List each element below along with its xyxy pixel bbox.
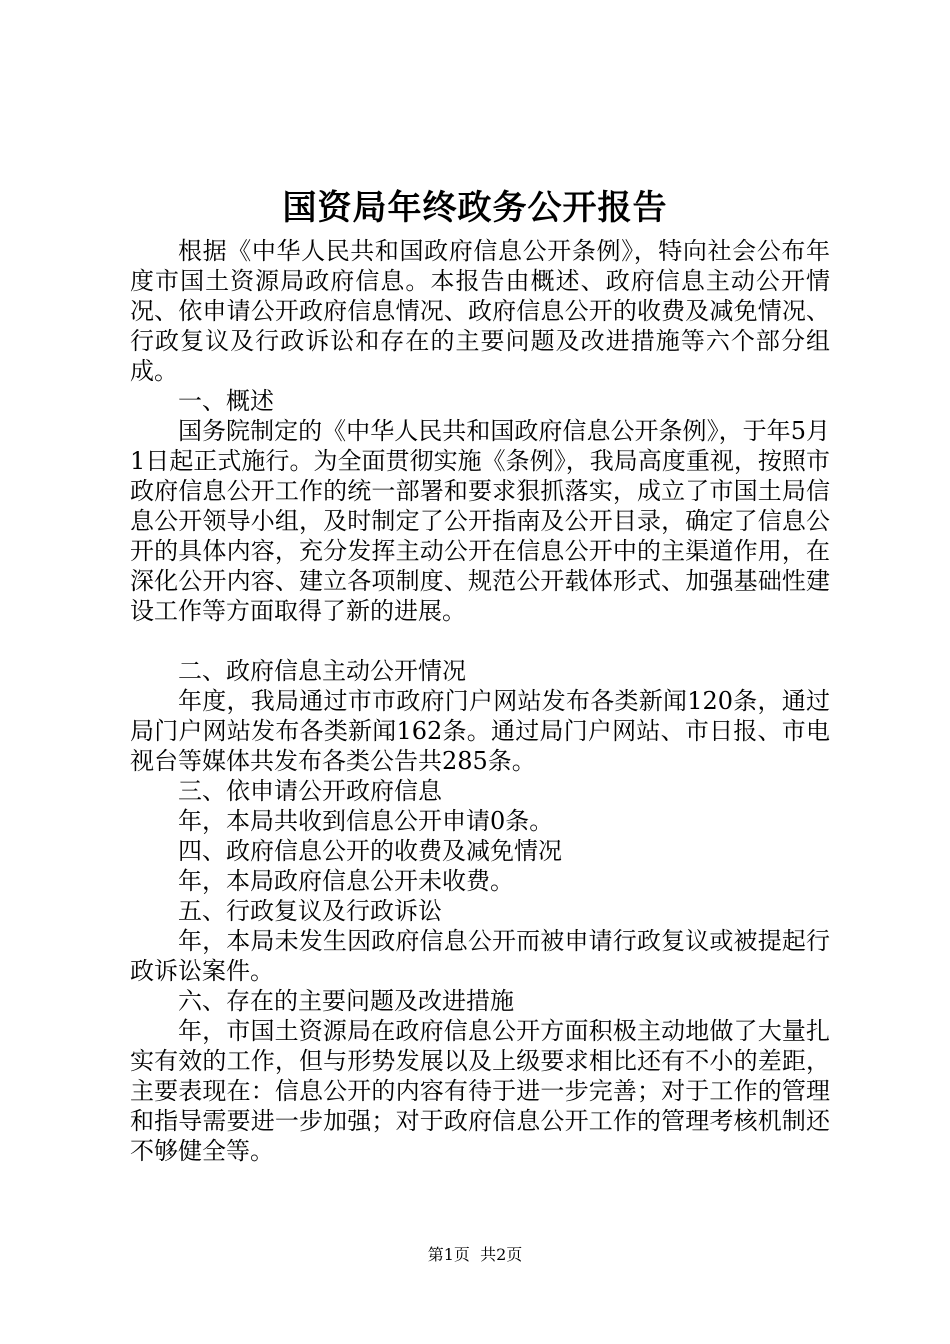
section-heading-active-disclosure: 二、政府信息主动公开情况 (178, 657, 466, 685)
active-disclosure-paragraph: 年度，我局通过市市政府门户网站发布各类新闻120条，通过局门户网站发布各类新闻162条。通过局门户网站、市日报、市电视台等媒体共发布各类公告共285条。 (130, 687, 830, 775)
page-total: 共2页 (480, 1245, 523, 1264)
section-heading-overview: 一、概述 (178, 387, 274, 415)
overview-paragraph: 国务院制定的《中华人民共和国政府信息公开条例》，于年5月1日起正式施行。为全面贯彻实施《条例》，我局高度重视，按照市政府信息公开工作的统一部署和要求狠抓落实，成立了市国土局信息公开领导小组，及时制定了公开指南及公开目录，确定了信息公开的具体内容，充分发挥主动公开在信息公开中的主渠道作用，在深化公开内容、建立各项制度、规范公开载体形式、加强基础性建设工作等方面取得了新的进展。 (130, 417, 830, 625)
section-heading-review-litigation: 五、行政复议及行政诉讼 (178, 897, 442, 925)
section-heading-fees: 四、政府信息公开的收费及减免情况 (178, 837, 562, 865)
page-number: 第1页 (427, 1245, 470, 1264)
section-heading-request-disclosure: 三、依申请公开政府信息 (178, 777, 442, 805)
footer-spacer (470, 1245, 480, 1264)
problems-paragraph: 年，市国土资源局在政府信息公开方面积极主动地做了大量扎实有效的工作，但与形势发展以及上级要求相比还有不小的差距，主要表现在：信息公开的内容有待于进一步完善；对于工作的管理和指导需要进一步加强；对于政府信息公开工作的管理考核机制还不够健全等。 (130, 1017, 830, 1165)
intro-paragraph: 根据《中华人民共和国政府信息公开条例》，特向社会公布年度市国土资源局政府信息。本报告由概述、政府信息主动公开情况、依申请公开政府信息情况、政府信息公开的收费及减免情况、行政复议及行政诉讼和存在的主要问题及改进措施等六个部分组成。 (130, 237, 830, 385)
page-footer (0, 1244, 950, 1266)
fees-paragraph: 年，本局政府信息公开未收费。 (178, 867, 514, 895)
document-body (130, 236, 830, 1166)
document-title: 国资局年终政务公开报告 (282, 188, 668, 228)
review-litigation-paragraph: 年，本局未发生因政府信息公开而被申请行政复议或被提起行政诉讼案件。 (130, 927, 830, 985)
request-disclosure-paragraph: 年，本局共收到信息公开申请0条。 (178, 807, 554, 835)
section-heading-problems: 六、存在的主要问题及改进措施 (178, 987, 514, 1015)
